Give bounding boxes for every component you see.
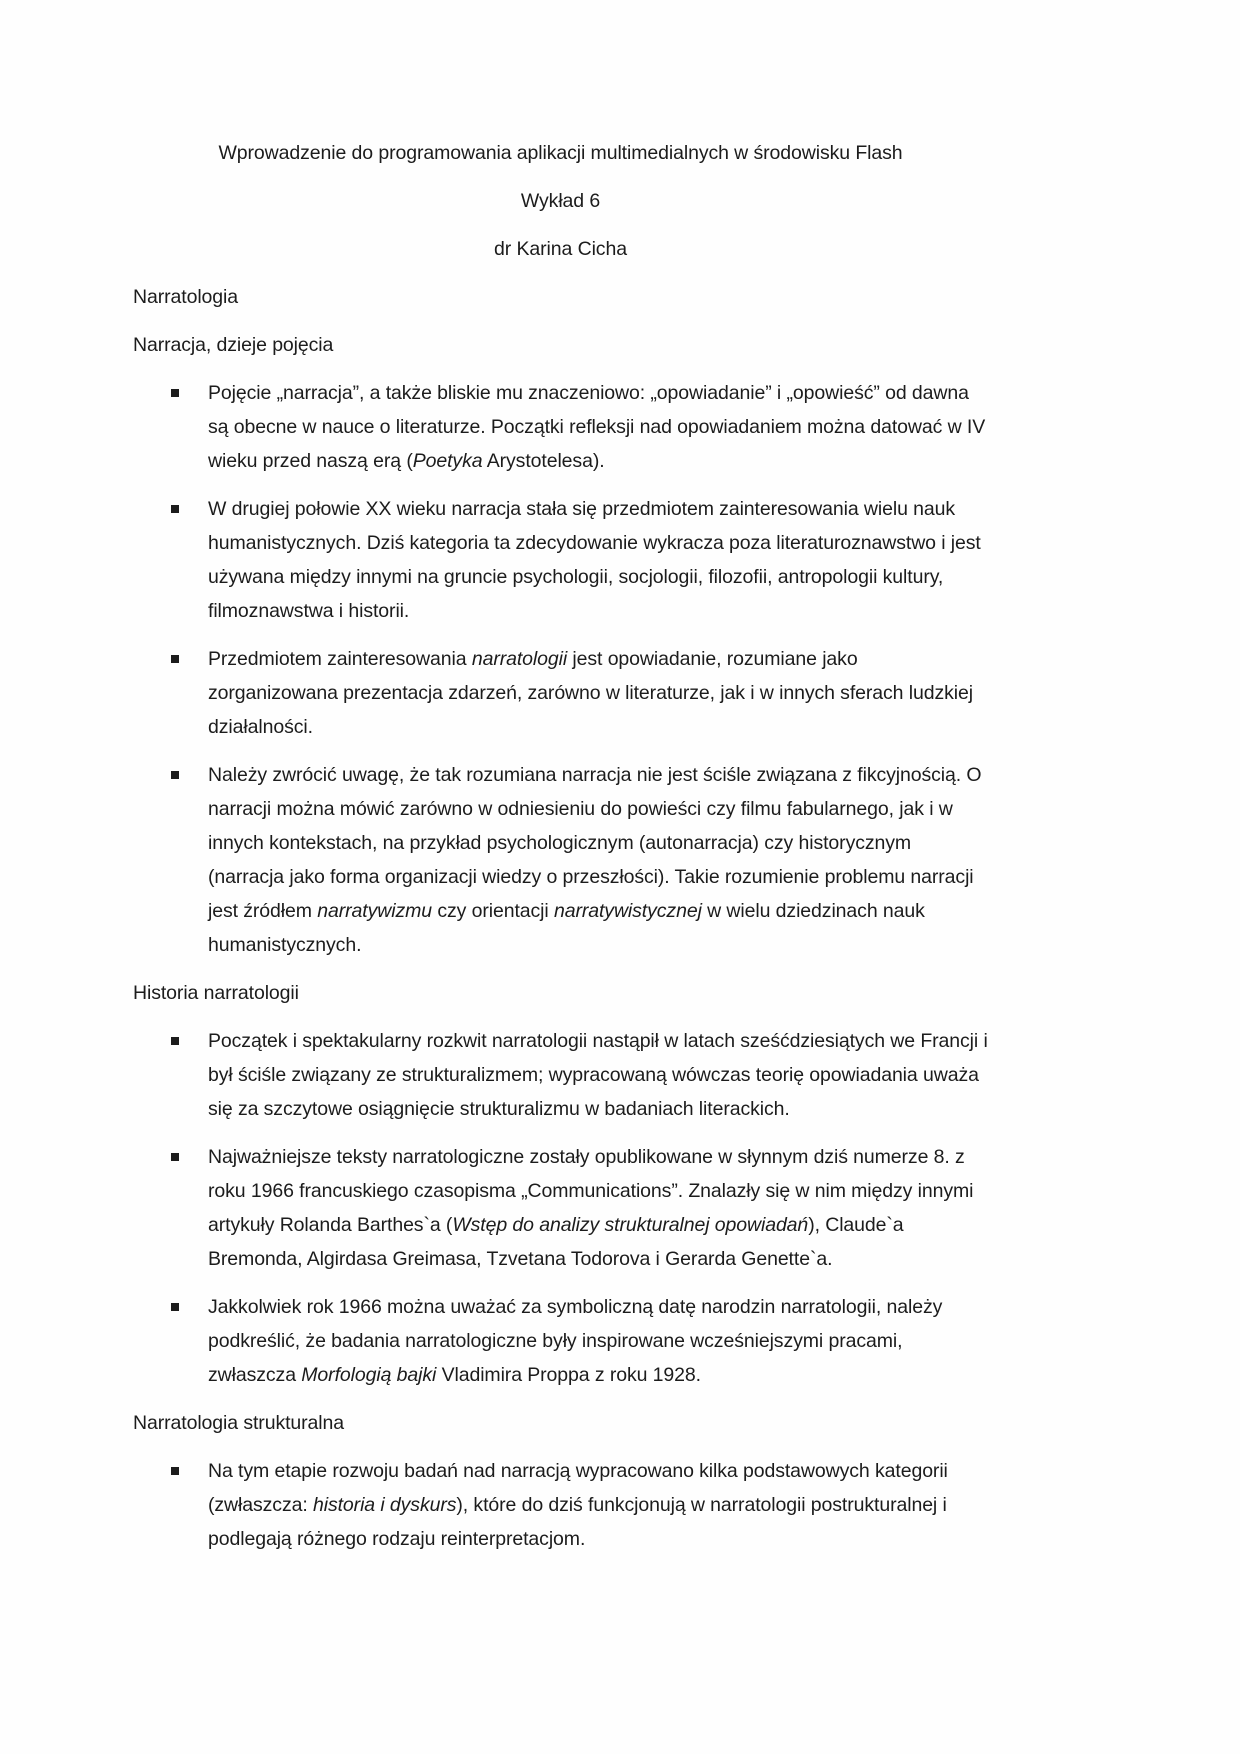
bullet-marker-icon <box>171 1153 179 1161</box>
text-run: Należy zwrócić uwagę, że tak rozumiana narracja nie jest ściśle związana z fikcyjnością. O narracji można mówić zarówno w odniesieniu do powieści czy filmu fabularnego, jak i w innych kontekstach, na przykład psychologicznym (autonarracja) czy historycznym (narracja jako forma organizacji wiedzy o przeszłości). Takie rozumienie problemu narracji jest źródłem <box>208 764 982 922</box>
bullet-item <box>133 1454 988 1556</box>
bullet-list <box>133 1024 988 1392</box>
bullet-item <box>133 1140 988 1276</box>
bullet-marker-icon <box>171 1467 179 1475</box>
text-run: czy orientacji <box>432 900 554 922</box>
document-sections <box>133 280 988 1556</box>
text-run: Przedmiotem zainteresowania <box>208 648 472 670</box>
bullet-item <box>133 758 988 962</box>
italic-text-run: historia i dyskurs <box>312 1494 457 1516</box>
bullet-marker-icon <box>171 1303 179 1311</box>
bullet-marker-icon <box>171 1037 179 1045</box>
bullet-item <box>133 1024 988 1126</box>
bullet-marker-icon <box>171 771 179 779</box>
text-run: jest opowiadanie, rozumiane jako zorganizowana prezentacja zdarzeń, zarówno w literaturze, jak i w innych sferach ludzkiej działalności. <box>208 648 973 738</box>
document-title: Wprowadzenie do programowania aplikacji multimedialnych w środowisku Flash <box>218 142 903 164</box>
italic-text-run: Poetyka <box>412 450 483 472</box>
italic-text-run: Wstęp do analizy strukturalnej opowiadań <box>452 1214 809 1236</box>
italic-text-run: narratologii <box>471 648 568 670</box>
text-run: Na tym etapie rozwoju badań nad narracją wypracowano kilka podstawowych kategorii (zwłaszcza: <box>208 1460 948 1516</box>
bullet-item <box>133 642 988 744</box>
text-run: ), Claude`a Bremonda, Algirdasa Greimasa, Tzvetana Todorova i Gerarda Genette`a. <box>208 1214 904 1270</box>
bullet-marker-icon <box>171 655 179 663</box>
text-run: Najważniejsze teksty narratologiczne zostały opublikowane w słynnym dziś numerze 8. z roku 1966 francuskiego czasopisma „Communications”. Znalazły się w nim między innymi artykuły Rolanda Barthes`a ( <box>208 1146 974 1236</box>
section-heading: Narracja, dzieje pojęcia <box>133 334 334 356</box>
text-run: Pojęcie „narracja”, a także bliskie mu znaczeniowo: „opowiadanie” i „opowieść” od dawna są obecne w nauce o literaturze. Początki refleksji nad opowiadaniem można datować w IV wieku przed naszą erą ( <box>208 382 986 472</box>
text-run: W drugiej połowie XX wieku narracja stała się przedmiotem zainteresowania wielu nauk humanistycznych. Dziś kategoria ta zdecydowanie wykracza poza literaturoznawstwo i jest używana między innymi na gruncie psychologii, socjologii, filozofii, antropologii kultury, filmoznawstwa i historii. <box>208 498 981 622</box>
text-run: Jakkolwiek rok 1966 można uważać za symboliczną datę narodzin narratologii, należy podkreślić, że badania narratologiczne były inspirowane wcześniejszymi pracami, zwłaszcza <box>208 1296 943 1386</box>
italic-text-run: narratywistycznej <box>553 900 702 922</box>
bullet-list <box>133 1454 988 1556</box>
document-subtitle: Wykład 6 <box>520 190 601 212</box>
text-run: Vladimira Proppa z roku 1928. <box>436 1364 701 1386</box>
bullet-marker-icon <box>171 389 179 397</box>
italic-text-run: Morfologią bajki <box>301 1364 437 1386</box>
bullet-item <box>133 1290 988 1392</box>
text-run: Arystotelesa). <box>482 450 605 472</box>
text-run: Początek i spektakularny rozkwit narratologii nastąpił w latach sześćdziesiątych we Francji i był ściśle związany ze strukturalizmem; wypracowaną wówczas teorię opowiadania uważa się za szczytowe osiągnięcie strukturalizmu w badaniach literackich. <box>208 1030 988 1120</box>
text-run: w wielu dziedzinach nauk humanistycznych. <box>208 900 925 956</box>
bullet-item <box>133 492 988 628</box>
document-author: dr Karina Cicha <box>494 238 627 260</box>
section-heading: Narratologia strukturalna <box>133 1412 345 1434</box>
text-run: ), które do dziś funkcjonują w narratologii postrukturalnej i podlegają różnego rodzaju reinterpretacjom. <box>208 1494 947 1550</box>
section-heading: Narratologia <box>133 286 239 308</box>
bullet-marker-icon <box>171 505 179 513</box>
section-heading: Historia narratologii <box>133 982 299 1004</box>
bullet-item <box>133 376 988 478</box>
italic-text-run: narratywizmu <box>317 900 432 922</box>
bullet-list <box>133 376 988 962</box>
